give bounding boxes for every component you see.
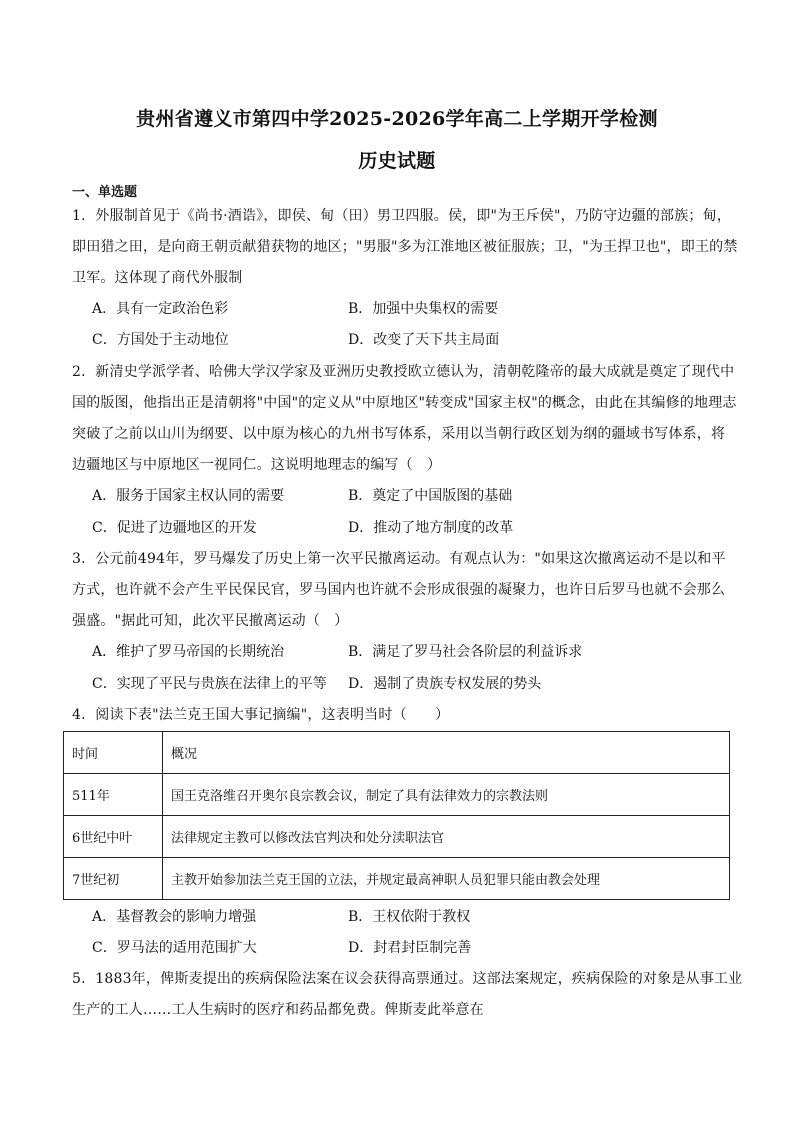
events-table (63, 731, 730, 900)
table-header-row (64, 732, 730, 774)
question-3-option-d: D．遏制了贵族专权发展的势头 (348, 676, 542, 692)
table-cell-time: 6世纪中叶 (64, 816, 163, 858)
section-heading: 一、单选题 (72, 185, 138, 200)
question-1-option-a: A．具有一定政治色彩 (92, 301, 229, 317)
table-row (64, 816, 730, 858)
question-3-option-b: B．满足了罗马社会各阶层的利益诉求 (348, 644, 583, 660)
exam-title: 贵州省遵义市第四中学2025-2026学年高二上学期开学检测 (136, 108, 658, 130)
question-2-option-d: D．推动了地方制度的改革 (348, 520, 514, 536)
question-3-line-1: 3．公元前494年，罗马爆发了历史上第一次平民撤离运动。有观点认为："如果这次撤离运动不是以和平 (72, 551, 726, 567)
question-2-option-c: C．促进了边疆地区的开发 (92, 520, 257, 536)
table-header-cell: 概况 (163, 732, 730, 774)
question-1-option-c: C．方国处于主动地位 (92, 332, 229, 348)
question-4-option-a: A．基督教会的影响力增强 (92, 909, 257, 925)
question-4-option-d: D．封君封臣制完善 (348, 940, 472, 956)
question-2-line-4: 边疆地区与中原地区一视同仁。这说明地理志的编写（ ） (72, 457, 442, 473)
question-4-option-c: C．罗马法的适用范围扩大 (92, 940, 257, 956)
question-1-option-b: B．加强中央集权的需要 (348, 301, 499, 317)
question-5-line-1: 5．1883年，俾斯麦提出的疾病保险法案在议会获得高票通过。这部法案规定，疾病保险的对象是从事工业 (72, 971, 743, 987)
question-2-line-2: 国的版图，他指出正是清朝将"中国"的定义从"中原地区"转变成"国家主权"的概念，由此在其编修的地理志 (72, 395, 737, 411)
question-1-line-1: 1．外服制首见于《尚书·酒诰》，即侯、甸（田）男卫四服。侯，即"为王斥侯"，乃防守边疆的部族；甸， (72, 208, 732, 224)
exam-subtitle: 历史试题 (358, 150, 436, 172)
table-row (64, 774, 730, 816)
question-3-option-a: A．维护了罗马帝国的长期统治 (92, 644, 285, 660)
question-2-option-a: A．服务于国家主权认同的需要 (92, 488, 285, 504)
table-header-cell: 时间 (64, 732, 163, 774)
question-1-line-3: 卫军。这体现了商代外服制 (72, 270, 243, 286)
question-2-line-1: 2．新清史学派学者、哈佛大学汉学家及亚洲历史教授欧立德认为，清朝乾隆帝的最大成就是奠定了现代中 (72, 364, 735, 380)
question-3-line-2: 方式，也许就不会产生平民保民官，罗马国内也许就不会形成很强的凝聚力，也许日后罗马也就不会那么 (72, 582, 726, 598)
table-cell-time: 511年 (64, 774, 163, 816)
question-3-line-3: 强盛。"据此可知，此次平民撤离运动（ ） (72, 613, 349, 629)
table-row (64, 858, 730, 900)
question-2-option-b: B．奠定了中国版图的基础 (348, 488, 513, 504)
table-cell-summary: 国王克洛维召开奥尔良宗教会议，制定了具有法律效力的宗教法则 (163, 774, 730, 816)
question-3-option-c: C．实现了平民与贵族在法律上的平等 (92, 676, 327, 692)
question-4-line-1: 4．阅读下表"法兰克王国大事记摘编"，这表明当时（ ） (72, 707, 450, 723)
question-4-option-b: B．王权依附于教权 (348, 909, 471, 925)
table-cell-summary: 法律规定主教可以修改法官判决和处分渎职法官 (163, 816, 730, 858)
question-1-line-2: 即田猎之田，是向商王朝贡献猎获物的地区；"男服"多为江淮地区被征服族；卫，"为王捍卫也"，即王的禁 (72, 239, 738, 255)
question-2-line-3: 突破了之前以山川为纲要、以中原为核心的九州书写体系，采用以当朝行政区划为纲的疆域书写体系，将 (72, 426, 726, 442)
table-cell-summary: 主教开始参加法兰克王国的立法，并规定最高神职人员犯罪只能由教会处理 (163, 858, 730, 900)
question-5-line-2: 生产的工人……工人生病时的医疗和药品都免费。俾斯麦此举意在 (72, 1002, 484, 1018)
table-cell-time: 7世纪初 (64, 858, 163, 900)
question-1-option-d: D．改变了天下共主局面 (348, 332, 500, 348)
